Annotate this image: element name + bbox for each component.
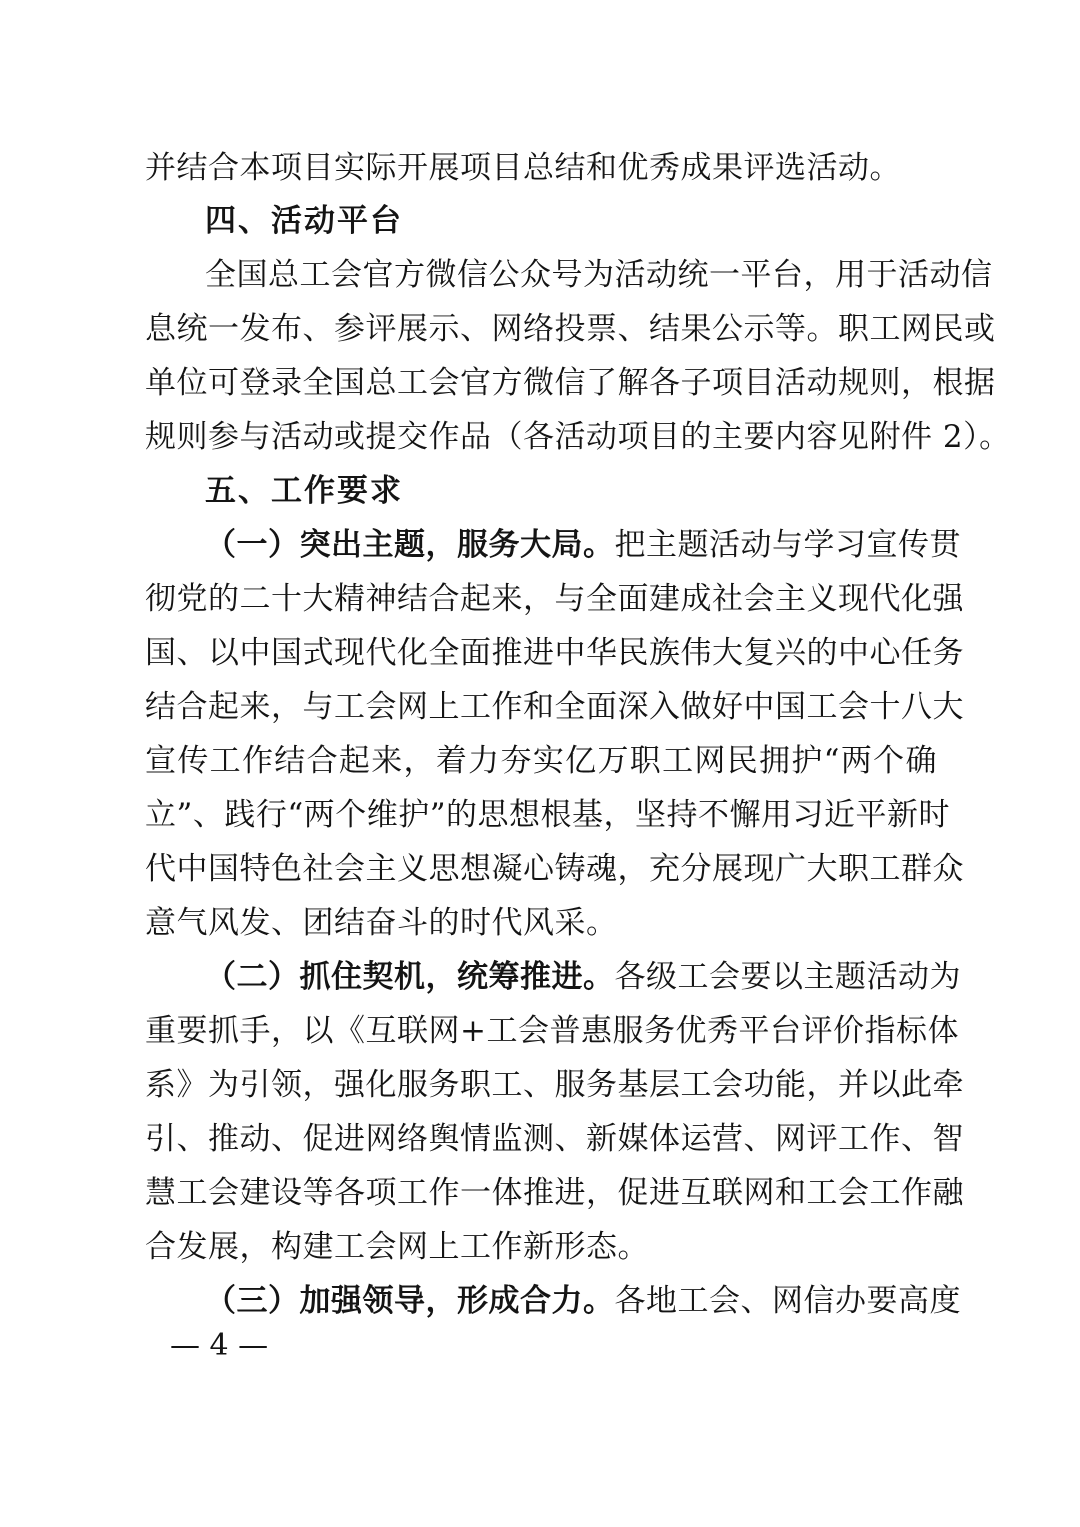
item3-text: 各地工会、网信办要高度 (614, 1283, 961, 1319)
text-line-13: 意气风发、团结奋斗的时代风采。 (145, 905, 618, 941)
text-line-11: 立”、践行“两个维护”的思想根基，坚持不懈用习近平新时 (145, 797, 951, 833)
text-line-5: 规则参与活动或提交作品（各活动项目的主要内容见附件 2）。 (145, 419, 1011, 455)
item1-lead: （一）突出主题，服务大局。 (205, 527, 615, 563)
text-line-3: 息统一发布、参评展示、网络投票、结果公示等。职工网民或 (145, 311, 996, 347)
text-line-2: 全国总工会官方微信公众号为活动统一平台，用于活动信 (205, 257, 993, 293)
text-line-item3-first (205, 1274, 961, 1328)
item3-lead: （三）加强领导，形成合力。 (205, 1283, 615, 1319)
text-line-19: 合发展，构建工会网上工作新形态。 (145, 1229, 649, 1265)
item2-lead: （二）抓住契机，统筹推进。 (205, 959, 615, 995)
text-line-9: 结合起来，与工会网上工作和全面深入做好中国工会十八大 (145, 689, 964, 725)
text-line-10: 宣传工作结合起来，着力夯实亿万职工网民拥护“两个确 (145, 743, 937, 779)
text-line-item2-first (205, 950, 961, 1004)
item2-text: 各级工会要以主题活动为 (614, 959, 961, 995)
text-line-18: 慧工会建设等各项工作一体推进，促进互联网和工会工作融 (145, 1175, 964, 1211)
section-heading-activity-platform: 四、活动平台 (205, 203, 403, 239)
text-line-17: 引、推动、促进网络舆情监测、新媒体运营、网评工作、智 (145, 1121, 964, 1157)
text-line-1: 并结合本项目实际开展项目总结和优秀成果评选活动。 (145, 150, 901, 186)
text-line-12: 代中国特色社会主义思想凝心铸魂，充分展现广大职工群众 (145, 851, 964, 887)
text-line-4: 单位可登录全国总工会官方微信了解各子项目活动规则，根据 (145, 365, 996, 401)
section-heading-work-requirements: 五、工作要求 (205, 473, 403, 509)
text-line-7: 彻党的二十大精神结合起来，与全面建成社会主义现代化强 (145, 581, 964, 617)
text-line-item1-first (205, 518, 961, 572)
page-number: — 4 — (170, 1328, 269, 1363)
text-line-15: 重要抓手，以《互联网+工会普惠服务优秀平台评价指标体 (145, 1013, 959, 1049)
item1-text: 把主题活动与学习宣传贯 (614, 527, 961, 563)
text-line-16: 系》为引领，强化服务职工、服务基层工会功能，并以此牵 (145, 1067, 964, 1103)
text-line-8: 国、以中国式现代化全面推进中华民族伟大复兴的中心任务 (145, 635, 964, 671)
